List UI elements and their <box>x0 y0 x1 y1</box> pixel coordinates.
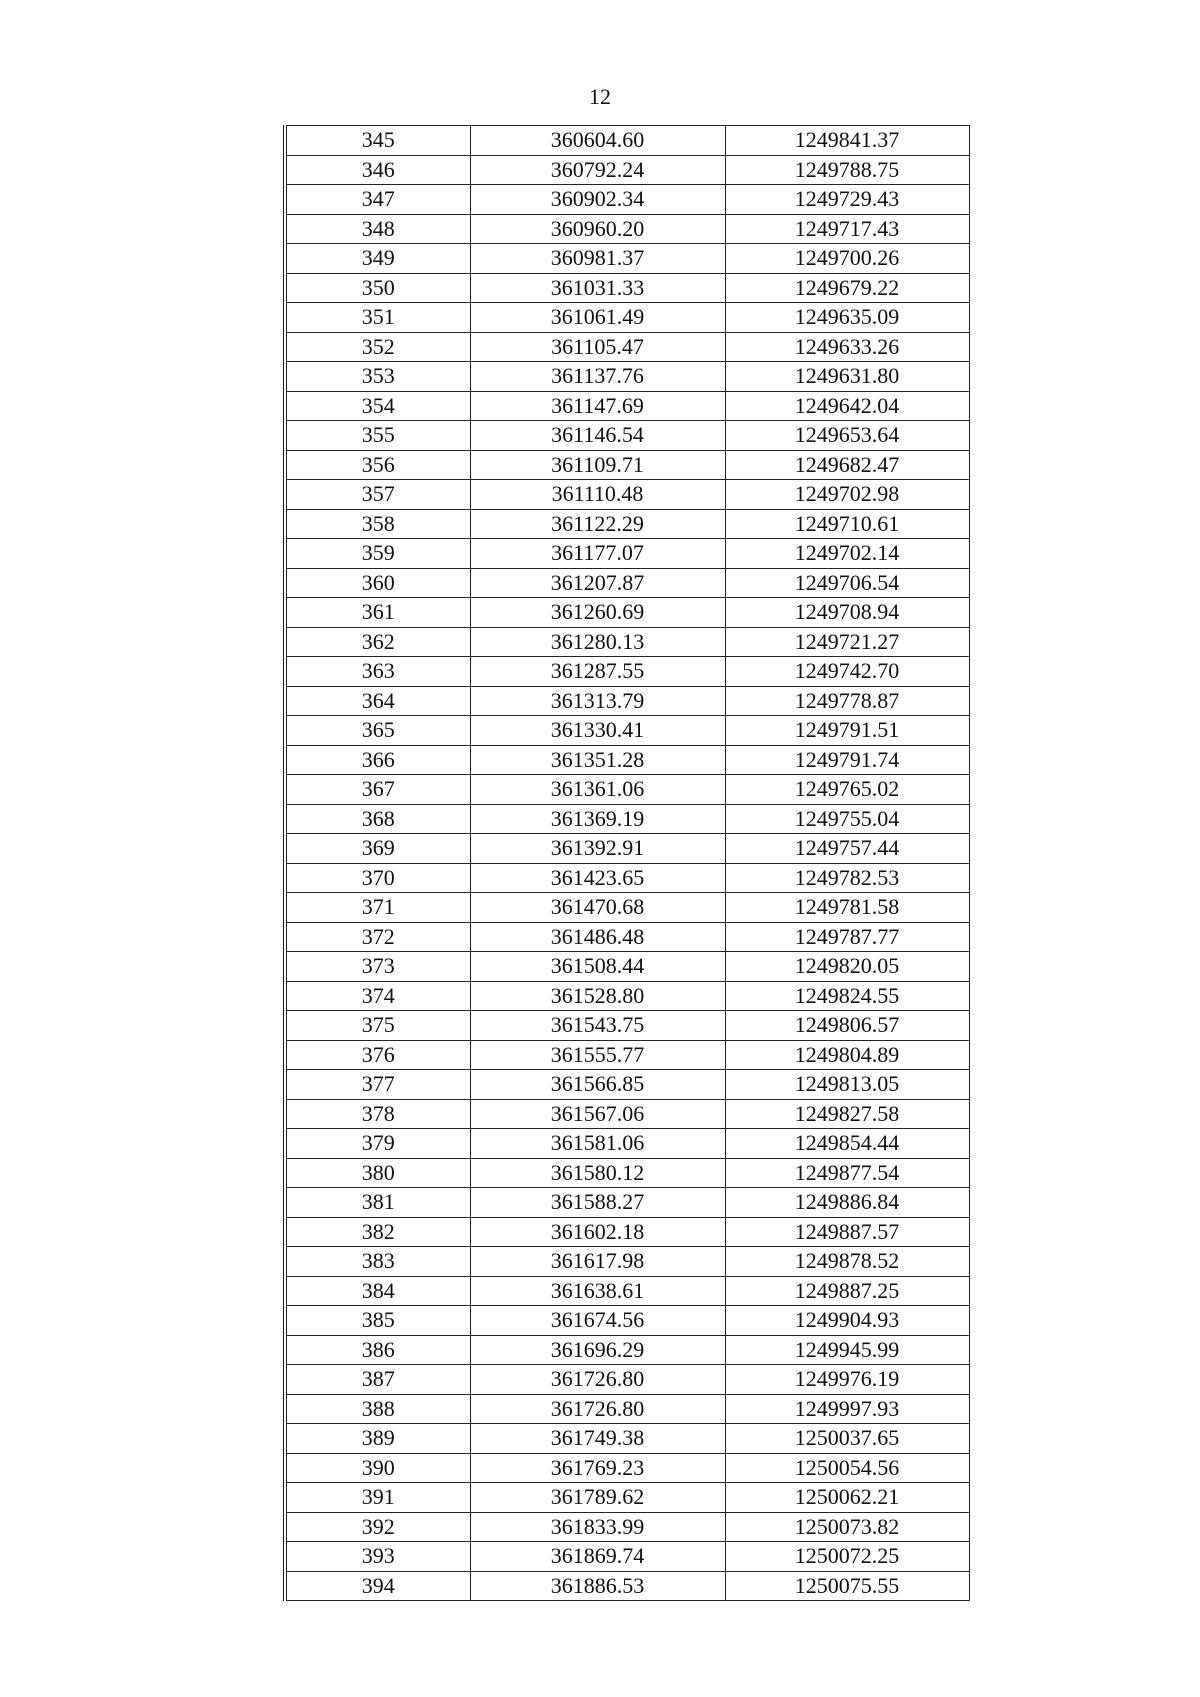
table-row <box>285 155 969 185</box>
x-coordinate-cell: 361109.71 <box>470 450 725 480</box>
y-coordinate-cell: 1249679.22 <box>725 273 969 303</box>
y-coordinate-cell: 1249729.43 <box>725 185 969 215</box>
y-coordinate-cell: 1249887.57 <box>725 1217 969 1247</box>
table-row <box>285 1276 969 1306</box>
point-number-cell: 375 <box>285 1011 470 1041</box>
table-row <box>285 539 969 569</box>
y-coordinate-cell: 1250075.55 <box>725 1571 969 1601</box>
point-number-cell: 347 <box>285 185 470 215</box>
point-number-cell: 350 <box>285 273 470 303</box>
table-row <box>285 834 969 864</box>
y-coordinate-cell: 1249997.93 <box>725 1394 969 1424</box>
x-coordinate-cell: 361330.41 <box>470 716 725 746</box>
y-coordinate-cell: 1249877.54 <box>725 1158 969 1188</box>
point-number-cell: 393 <box>285 1542 470 1572</box>
point-number-cell: 352 <box>285 332 470 362</box>
point-number-cell: 368 <box>285 804 470 834</box>
x-coordinate-cell: 361638.61 <box>470 1276 725 1306</box>
y-coordinate-cell: 1249976.19 <box>725 1365 969 1395</box>
x-coordinate-cell: 361147.69 <box>470 391 725 421</box>
y-coordinate-cell: 1249702.98 <box>725 480 969 510</box>
point-number-cell: 391 <box>285 1483 470 1513</box>
point-number-cell: 380 <box>285 1158 470 1188</box>
y-coordinate-cell: 1249841.37 <box>725 126 969 156</box>
y-coordinate-cell: 1249945.99 <box>725 1335 969 1365</box>
point-number-cell: 390 <box>285 1453 470 1483</box>
x-coordinate-cell: 361726.80 <box>470 1365 725 1395</box>
x-coordinate-cell: 361313.79 <box>470 686 725 716</box>
x-coordinate-cell: 361588.27 <box>470 1188 725 1218</box>
point-number-cell: 351 <box>285 303 470 333</box>
table-row <box>285 598 969 628</box>
point-number-cell: 360 <box>285 568 470 598</box>
y-coordinate-cell: 1249878.52 <box>725 1247 969 1277</box>
coordinates-table-body <box>285 126 969 1601</box>
x-coordinate-cell: 361543.75 <box>470 1011 725 1041</box>
point-number-cell: 358 <box>285 509 470 539</box>
x-coordinate-cell: 361361.06 <box>470 775 725 805</box>
y-coordinate-cell: 1249642.04 <box>725 391 969 421</box>
y-coordinate-cell: 1249813.05 <box>725 1070 969 1100</box>
point-number-cell: 378 <box>285 1099 470 1129</box>
y-coordinate-cell: 1249787.77 <box>725 922 969 952</box>
y-coordinate-cell: 1249887.25 <box>725 1276 969 1306</box>
table-row <box>285 421 969 451</box>
point-number-cell: 346 <box>285 155 470 185</box>
y-coordinate-cell: 1249788.75 <box>725 155 969 185</box>
x-coordinate-cell: 361555.77 <box>470 1040 725 1070</box>
point-number-cell: 392 <box>285 1512 470 1542</box>
table-row <box>285 1306 969 1336</box>
table-row <box>285 303 969 333</box>
y-coordinate-cell: 1249820.05 <box>725 952 969 982</box>
y-coordinate-cell: 1249791.51 <box>725 716 969 746</box>
x-coordinate-cell: 360792.24 <box>470 155 725 185</box>
table-row <box>285 952 969 982</box>
point-number-cell: 387 <box>285 1365 470 1395</box>
y-coordinate-cell: 1249827.58 <box>725 1099 969 1129</box>
point-number-cell: 354 <box>285 391 470 421</box>
table-row <box>285 922 969 952</box>
table-row <box>285 863 969 893</box>
point-number-cell: 365 <box>285 716 470 746</box>
y-coordinate-cell: 1249854.44 <box>725 1129 969 1159</box>
y-coordinate-cell: 1249755.04 <box>725 804 969 834</box>
page-number: 12 <box>589 84 611 109</box>
x-coordinate-cell: 361567.06 <box>470 1099 725 1129</box>
x-coordinate-cell: 361617.98 <box>470 1247 725 1277</box>
table-row <box>285 1070 969 1100</box>
point-number-cell: 382 <box>285 1217 470 1247</box>
table-row <box>285 1365 969 1395</box>
point-number-cell: 362 <box>285 627 470 657</box>
x-coordinate-cell: 361580.12 <box>470 1158 725 1188</box>
y-coordinate-cell: 1250037.65 <box>725 1424 969 1454</box>
x-coordinate-cell: 361061.49 <box>470 303 725 333</box>
y-coordinate-cell: 1249804.89 <box>725 1040 969 1070</box>
table-row <box>285 332 969 362</box>
table-row <box>285 1571 969 1601</box>
table-row <box>285 362 969 392</box>
point-number-cell: 357 <box>285 480 470 510</box>
point-number-cell: 356 <box>285 450 470 480</box>
point-number-cell: 373 <box>285 952 470 982</box>
x-coordinate-cell: 361769.23 <box>470 1453 725 1483</box>
x-coordinate-cell: 361581.06 <box>470 1129 725 1159</box>
y-coordinate-cell: 1249702.14 <box>725 539 969 569</box>
table-row <box>285 1453 969 1483</box>
x-coordinate-cell: 361031.33 <box>470 273 725 303</box>
x-coordinate-cell: 361602.18 <box>470 1217 725 1247</box>
point-number-cell: 371 <box>285 893 470 923</box>
y-coordinate-cell: 1250054.56 <box>725 1453 969 1483</box>
x-coordinate-cell: 361423.65 <box>470 863 725 893</box>
x-coordinate-cell: 360902.34 <box>470 185 725 215</box>
y-coordinate-cell: 1249631.80 <box>725 362 969 392</box>
y-coordinate-cell: 1249904.93 <box>725 1306 969 1336</box>
x-coordinate-cell: 361146.54 <box>470 421 725 451</box>
table-row <box>285 185 969 215</box>
x-coordinate-cell: 361280.13 <box>470 627 725 657</box>
point-number-cell: 389 <box>285 1424 470 1454</box>
table-row <box>285 1158 969 1188</box>
x-coordinate-cell: 361260.69 <box>470 598 725 628</box>
coordinates-table <box>283 125 970 1601</box>
table-row <box>285 509 969 539</box>
y-coordinate-cell: 1249721.27 <box>725 627 969 657</box>
table-row <box>285 214 969 244</box>
y-coordinate-cell: 1249742.70 <box>725 657 969 687</box>
table-row <box>285 1217 969 1247</box>
x-coordinate-cell: 361470.68 <box>470 893 725 923</box>
y-coordinate-cell: 1250062.21 <box>725 1483 969 1513</box>
point-number-cell: 349 <box>285 244 470 274</box>
x-coordinate-cell: 360960.20 <box>470 214 725 244</box>
x-coordinate-cell: 361869.74 <box>470 1542 725 1572</box>
x-coordinate-cell: 360604.60 <box>470 126 725 156</box>
table-row <box>285 627 969 657</box>
table-row <box>285 1040 969 1070</box>
table-row <box>285 1099 969 1129</box>
point-number-cell: 345 <box>285 126 470 156</box>
y-coordinate-cell: 1249757.44 <box>725 834 969 864</box>
table-row <box>285 1424 969 1454</box>
y-coordinate-cell: 1249710.61 <box>725 509 969 539</box>
table-row <box>285 244 969 274</box>
x-coordinate-cell: 361674.56 <box>470 1306 725 1336</box>
y-coordinate-cell: 1249806.57 <box>725 1011 969 1041</box>
point-number-cell: 363 <box>285 657 470 687</box>
x-coordinate-cell: 361508.44 <box>470 952 725 982</box>
table-row <box>285 568 969 598</box>
point-number-cell: 359 <box>285 539 470 569</box>
point-number-cell: 386 <box>285 1335 470 1365</box>
table-row <box>285 686 969 716</box>
table-row <box>285 1011 969 1041</box>
table-row <box>285 391 969 421</box>
y-coordinate-cell: 1249700.26 <box>725 244 969 274</box>
x-coordinate-cell: 361749.38 <box>470 1424 725 1454</box>
x-coordinate-cell: 361566.85 <box>470 1070 725 1100</box>
point-number-cell: 372 <box>285 922 470 952</box>
point-number-cell: 353 <box>285 362 470 392</box>
point-number-cell: 388 <box>285 1394 470 1424</box>
y-coordinate-cell: 1250072.25 <box>725 1542 969 1572</box>
table-row <box>285 1335 969 1365</box>
y-coordinate-cell: 1249781.58 <box>725 893 969 923</box>
y-coordinate-cell: 1249717.43 <box>725 214 969 244</box>
y-coordinate-cell: 1249633.26 <box>725 332 969 362</box>
table-row <box>285 1542 969 1572</box>
table-row <box>285 1394 969 1424</box>
table-row <box>285 775 969 805</box>
y-coordinate-cell: 1249791.74 <box>725 745 969 775</box>
x-coordinate-cell: 361833.99 <box>470 1512 725 1542</box>
y-coordinate-cell: 1249782.53 <box>725 863 969 893</box>
y-coordinate-cell: 1249886.84 <box>725 1188 969 1218</box>
table-row <box>285 745 969 775</box>
x-coordinate-cell: 361486.48 <box>470 922 725 952</box>
point-number-cell: 355 <box>285 421 470 451</box>
y-coordinate-cell: 1249706.54 <box>725 568 969 598</box>
point-number-cell: 367 <box>285 775 470 805</box>
x-coordinate-cell: 361789.62 <box>470 1483 725 1513</box>
x-coordinate-cell: 361392.91 <box>470 834 725 864</box>
point-number-cell: 376 <box>285 1040 470 1070</box>
point-number-cell: 374 <box>285 981 470 1011</box>
table-row <box>285 1247 969 1277</box>
y-coordinate-cell: 1249765.02 <box>725 775 969 805</box>
point-number-cell: 377 <box>285 1070 470 1100</box>
y-coordinate-cell: 1249778.87 <box>725 686 969 716</box>
y-coordinate-cell: 1249653.64 <box>725 421 969 451</box>
x-coordinate-cell: 361696.29 <box>470 1335 725 1365</box>
table-row <box>285 126 969 156</box>
x-coordinate-cell: 361110.48 <box>470 480 725 510</box>
point-number-cell: 394 <box>285 1571 470 1601</box>
x-coordinate-cell: 361177.07 <box>470 539 725 569</box>
point-number-cell: 369 <box>285 834 470 864</box>
x-coordinate-cell: 360981.37 <box>470 244 725 274</box>
y-coordinate-cell: 1249708.94 <box>725 598 969 628</box>
x-coordinate-cell: 361528.80 <box>470 981 725 1011</box>
point-number-cell: 348 <box>285 214 470 244</box>
x-coordinate-cell: 361369.19 <box>470 804 725 834</box>
point-number-cell: 379 <box>285 1129 470 1159</box>
point-number-cell: 364 <box>285 686 470 716</box>
table-row <box>285 273 969 303</box>
point-number-cell: 384 <box>285 1276 470 1306</box>
table-row <box>285 450 969 480</box>
table-row <box>285 657 969 687</box>
x-coordinate-cell: 361122.29 <box>470 509 725 539</box>
y-coordinate-cell: 1249824.55 <box>725 981 969 1011</box>
x-coordinate-cell: 361726.80 <box>470 1394 725 1424</box>
y-coordinate-cell: 1250073.82 <box>725 1512 969 1542</box>
table-row <box>285 1129 969 1159</box>
table-row <box>285 804 969 834</box>
table-row <box>285 480 969 510</box>
point-number-cell: 370 <box>285 863 470 893</box>
x-coordinate-cell: 361886.53 <box>470 1571 725 1601</box>
x-coordinate-cell: 361287.55 <box>470 657 725 687</box>
table-row <box>285 981 969 1011</box>
y-coordinate-cell: 1249682.47 <box>725 450 969 480</box>
point-number-cell: 366 <box>285 745 470 775</box>
point-number-cell: 383 <box>285 1247 470 1277</box>
table-row <box>285 1188 969 1218</box>
point-number-cell: 381 <box>285 1188 470 1218</box>
x-coordinate-cell: 361207.87 <box>470 568 725 598</box>
y-coordinate-cell: 1249635.09 <box>725 303 969 333</box>
table-row <box>285 1483 969 1513</box>
table-row <box>285 893 969 923</box>
table-row <box>285 1512 969 1542</box>
table-row <box>285 716 969 746</box>
x-coordinate-cell: 361137.76 <box>470 362 725 392</box>
point-number-cell: 385 <box>285 1306 470 1336</box>
x-coordinate-cell: 361351.28 <box>470 745 725 775</box>
point-number-cell: 361 <box>285 598 470 628</box>
x-coordinate-cell: 361105.47 <box>470 332 725 362</box>
